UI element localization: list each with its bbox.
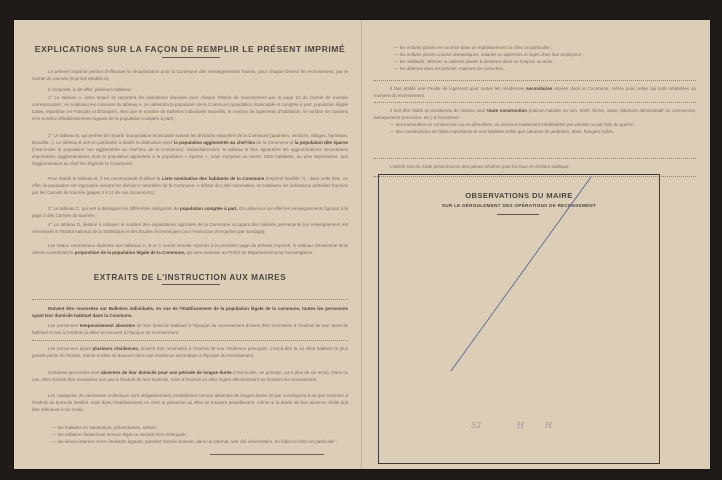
census-form-page bbox=[14, 20, 710, 469]
dotted-separator bbox=[32, 299, 348, 300]
tableau-d-text: 4° Le tableau D, destiné à indiquer le nombre des exploitations agricoles de la Commune occupant des salariés permanents (ce renseignement est nécessaire à l'Institut national de la Statistique et des Études économiques pour l'exécution d'enquêtes par sondage). bbox=[32, 222, 348, 235]
placed-persons-list bbox=[374, 44, 696, 72]
handwritten-number: 52 bbox=[471, 421, 482, 430]
mayor-observations-box[interactable] bbox=[378, 174, 660, 464]
explanations-title: EXPLICATIONS SUR LA FAÇON DE REMPLIR LE PRÉSENT IMPRIMÉ bbox=[34, 44, 346, 54]
categories-paragraph bbox=[32, 392, 348, 413]
longue-bold: absentes de leur domicile pour une période de longue durée bbox=[101, 370, 232, 375]
temporairement-paragraph bbox=[32, 322, 348, 336]
dotted-separator bbox=[374, 102, 696, 103]
title-underline bbox=[162, 57, 220, 58]
tableau-b-bold-2: la population dite éparse bbox=[294, 140, 349, 146]
tableau-d-paragraph bbox=[32, 221, 348, 235]
tableau-b-paragraph bbox=[32, 132, 348, 167]
comporte-paragraph bbox=[32, 86, 348, 93]
handwritten-mark: H bbox=[517, 421, 524, 430]
feuille-bold: secondaires bbox=[526, 86, 553, 91]
doivent-paragraph bbox=[32, 305, 348, 319]
list-item: — les malades en sanatorium, préventorium, asilum ; bbox=[52, 425, 159, 430]
exception-item: — des constructions de faible importance et non habitées telles que cabanes de jardiniers, abris, hangars isolés. bbox=[390, 129, 615, 135]
bordereau-text-1: Il doit être établi un Bordereau de maison pour bbox=[390, 108, 488, 113]
temp-text-1: Les personnes bbox=[48, 323, 80, 328]
feuille-logement-paragraph bbox=[374, 85, 696, 99]
liste-text-1: Pour établir le tableau B, il est recommandé d'utiliser la bbox=[48, 176, 162, 181]
plus-text-1: Les personnes ayant bbox=[48, 346, 93, 351]
longue-duree-paragraph bbox=[32, 369, 348, 383]
absent-categories-list bbox=[32, 424, 348, 445]
totaux-text-2: qui sera soumise au Préfet du Département pour homologation. bbox=[185, 250, 314, 256]
categories-text: Les catégories de personnes ci-dessous sont obligatoirement considérées comme absentes de longue durée (et par conséquent à ne pas recenser à l'endroit du domicile familial, mais dans l'établissement ou chez la personne où elles se trouvent actuellement, même si la durée de leur absence réelle doit être inférieure à six mois) : bbox=[32, 393, 348, 413]
feuille-text-1: Il faut établir une Feuille de logement pour toutes les résidences bbox=[390, 86, 527, 91]
dotted-separator bbox=[374, 158, 696, 159]
list-item: — les élèves internes et les étudiants logeant, pendant l'année scolaire, dans un internat, une cité universitaire, en hôtel ou chez un particulier ; bbox=[52, 439, 338, 445]
dotted-separator bbox=[32, 340, 348, 341]
dotted-separator bbox=[374, 80, 696, 81]
intro-text: Le présent imprimé permet d'effectuer la récapitulation pour la Commune des renseignements fournis, pour chaque District de recensement, par le Carnet de tournée (imprimé Modèle 5). bbox=[32, 69, 348, 82]
tableau-b-text-3: (c'est-à-dire la population non agglomérée au chef-lieu de la Commune). Subsidiairement, le tableau B fera apparaître les agglomérations secondaires importantes (agglomérations dont la population appartient à la population « éparse », mais comptant au moins 1000 habitants, au plus importantes, que l'agglomération du chef-lieu légal de la Commune). bbox=[32, 147, 348, 167]
longue-text-1: Certaines personnes sont bbox=[48, 370, 102, 375]
handwritten-mark: H bbox=[545, 421, 552, 430]
liste-nominative-paragraph bbox=[32, 175, 348, 196]
tableau-b-text-1: 2° Le tableau B, qui permet de répartir la population municipale suivant les divisions naturelles de la Commune (quartiers, sections, villages, hameaux, lieuxdits...). Le tableau B sert en particulier à établir la distinction entre bbox=[32, 133, 348, 146]
temp-text-2: de leur domicile habituel à l'époque du recensement doivent être recensées à l'endroit de leur domicile habituel et non à l'endroit où elles se trouvent à l'époque du recensement. bbox=[32, 323, 348, 336]
instructions-title: EXTRAITS DE L'INSTRUCTION AUX MAIRES bbox=[93, 273, 287, 282]
tableau-b-bold-1: la population agglomérée au chef-lieu bbox=[174, 140, 256, 146]
totaux-text-1: Les totaux communaux élaborés aux tableaux A, B et C seront ensuite reportés à la première page du présent imprimé, le tableau d'ensemble ainsi obtenu constituant la bbox=[32, 243, 348, 256]
tableau-a-paragraph bbox=[32, 94, 348, 122]
liste-text-2: (imprimé Modèle 7) ; dans cette liste, en effet, la population est regroupée suivant les divisions naturelles de la Commune. A défaut de Liste nominative, on totalisera les indications partielles fournies par les Carnets de tournée (pages 3 à 11 de ces documents) ; bbox=[32, 176, 348, 196]
totaux-bold: proposition de la population légale de la Commune, bbox=[74, 250, 186, 256]
doivent-bold: Doivent être recensées sur Bulletins individuels, en vue de l'établissement de la population légale de la commune, toutes les personnes ayant leur domicile habituel dans la Commune. bbox=[32, 306, 348, 319]
intro-paragraph bbox=[32, 68, 348, 82]
exception-item: — des immeubles en construction ou en démolition, ou devenus totalement inhabitables par vétusté ou par faits de guerre ; bbox=[390, 122, 636, 128]
list-item: — les militaires faisant leur service légal ou servant hors métropole ; bbox=[52, 432, 189, 438]
tableau-c-text-1: 3° Le tableau C, qui sert à distinguer les différentes catégories de bbox=[48, 206, 181, 211]
tableau-c-paragraph bbox=[32, 205, 348, 219]
bordereau-paragraph bbox=[374, 107, 696, 135]
tableau-a-text: 1° Le tableau A, dans lequel on reportera les indications données pour chaque District de recensement par la page 12 du Carnet de tournée correspondant ; en totalisant les colonnes du tableau A, on obtiendra la population de la Commune (population municipale et comptée à part, population légale totale, répartition en Français et Étrangers, ainsi que le nombre de Bulletins individuels recueillis, le nombre de logements d'habitation, le nombre de maisons et le nombre d'établissements logeant de la population comptée à part) ; bbox=[32, 95, 348, 122]
end-rule bbox=[210, 454, 324, 455]
tableau-c-text-2: On utilisera à cet effet les renseignements figurant à la page 2 des Carnets de tournée ; bbox=[32, 206, 348, 219]
instructions-underline bbox=[162, 284, 220, 285]
tableau-c-bold: population comptée à part. bbox=[180, 206, 238, 211]
list-item: — les enfants placés comme domestiques, salariés ou apprentis et logés chez leur employeur ; bbox=[394, 52, 584, 58]
tableau-b-text-2: de la Commune et bbox=[255, 140, 295, 146]
article-text: L'article 162 du Code pénal énonce des peines sévères pour les faux en écriture publique. bbox=[390, 164, 570, 169]
observations-subtitle: SUR LE DÉROULEMENT DES OPÉRATIONS DE RECENSEMENT bbox=[441, 203, 597, 208]
article-162-paragraph bbox=[374, 163, 696, 170]
temp-bold: temporairement absentes bbox=[79, 323, 135, 328]
feuille-text-2: situées dans la Commune, même pour celles qui sont inhabitées au moment du recensement. bbox=[374, 86, 697, 99]
bordereau-text-2: (maison habitée ou non, hôtel, ferme, usine, bâtiment administratif ou commercial, baraquement provisoire, etc.) à l'exception : bbox=[374, 108, 696, 121]
bordereau-bold: toute construction bbox=[487, 108, 528, 113]
longue-text-2: (c'est-à-dire, en principe, pour plus de six mois). Dans ce cas, elles doivent être recensées non pas à l'endroit de leur domicile, mais à l'endroit où elles logent effectivement au moment du recensement. bbox=[32, 370, 348, 383]
list-item: — les vieillards, infirmes ou aliénés placés à demeure dans un hospice ou asile ; bbox=[394, 59, 555, 65]
totaux-paragraph bbox=[32, 242, 348, 256]
list-item: — les enfants placés en nourrice dans un établissement ou chez un particulier ; bbox=[394, 45, 553, 50]
list-item: — les détenus dans les prisons, maisons de correction... bbox=[394, 66, 507, 72]
observations-title: OBSERVATIONS DU MAIRE bbox=[465, 191, 573, 200]
plus-text-2: doivent être recensées à l'endroit de leur résidence principale, c'est-à-dire là où elles habitent la plus grande partie de l'année, même si elles se trouvent dans une résidence secondaire à l'époque du recensement. bbox=[32, 346, 348, 359]
plus-bold: plusieurs résidences, bbox=[92, 346, 139, 351]
comporte-text: Il comporte, à cet effet, plusieurs tableaux : bbox=[48, 87, 134, 92]
liste-bold: Liste nominative des habitants de la Commune bbox=[161, 176, 265, 181]
page-fold bbox=[361, 20, 362, 469]
plusieurs-residences-paragraph bbox=[32, 345, 348, 359]
